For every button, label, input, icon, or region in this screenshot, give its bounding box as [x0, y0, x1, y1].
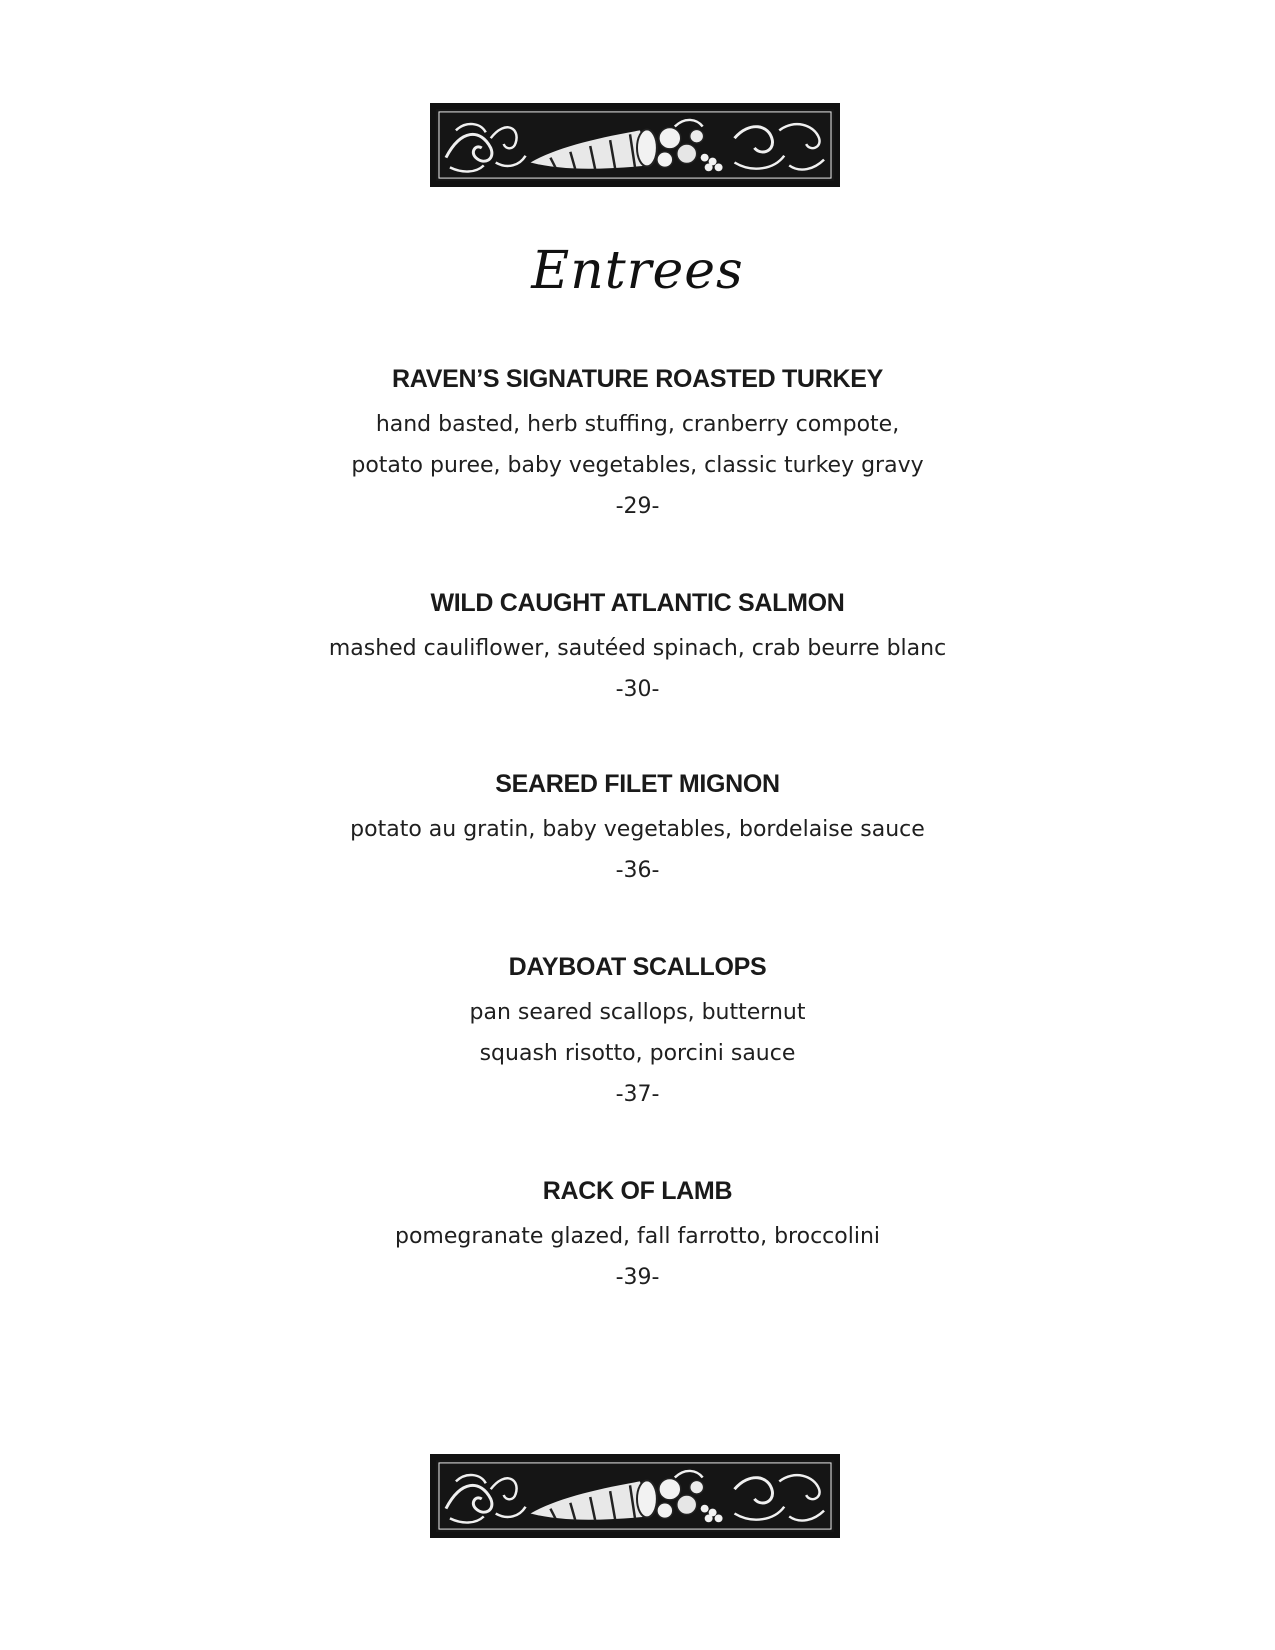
- menu-item-name: DAYBOAT SCALLOPS: [508, 953, 767, 981]
- menu-item-description-line: pomegranate glazed, fall farrotto, broccolini: [394, 1224, 881, 1249]
- page-title: Entrees: [531, 241, 744, 301]
- menu-item-description-line: mashed cauliflower, sautéed spinach, crab beurre blanc: [328, 636, 947, 661]
- menu-item-name: RAVEN’S SIGNATURE ROASTED TURKEY: [392, 365, 883, 393]
- cornucopia-ornament-icon: [436, 1460, 834, 1532]
- menu-item-price: -39-: [615, 1265, 660, 1290]
- menu-item-turkey: [0, 362, 1275, 524]
- menu-item-price: -29-: [615, 494, 660, 519]
- menu-item-price: -36-: [615, 858, 660, 883]
- menu-item-description: [0, 1216, 1275, 1257]
- menu-item-filet-mignon: [0, 767, 1275, 888]
- menu-item-rack-of-lamb: [0, 1174, 1275, 1295]
- menu-item-name: SEARED FILET MIGNON: [495, 770, 780, 798]
- cornucopia-banner-top-icon: [430, 103, 840, 187]
- cornucopia-banner-bottom-icon: [430, 1454, 840, 1538]
- menu-item-salmon: [0, 586, 1275, 707]
- menu-item-description-line: pan seared scallops, butternut: [469, 1000, 806, 1025]
- menu-item-description-line: potato puree, baby vegetables, classic turkey gravy: [351, 453, 924, 478]
- menu-item-price: -37-: [615, 1082, 660, 1107]
- menu-item-description: [0, 809, 1275, 850]
- menu-item-description: [0, 404, 1275, 486]
- menu-item-name: WILD CAUGHT ATLANTIC SALMON: [430, 589, 845, 617]
- menu-item-description-line: squash risotto, porcini sauce: [479, 1041, 796, 1066]
- menu-item-name: RACK OF LAMB: [542, 1177, 733, 1205]
- menu-item-description-line: hand basted, herb stuffing, cranberry compote,: [375, 412, 900, 437]
- menu-item-description: [0, 992, 1275, 1074]
- menu-item-scallops: [0, 950, 1275, 1112]
- cornucopia-ornament-icon: [436, 109, 834, 181]
- menu-item-description-line: potato au gratin, baby vegetables, bordelaise sauce: [350, 817, 925, 842]
- menu-item-description: [0, 628, 1275, 669]
- menu-item-price: -30-: [615, 677, 660, 702]
